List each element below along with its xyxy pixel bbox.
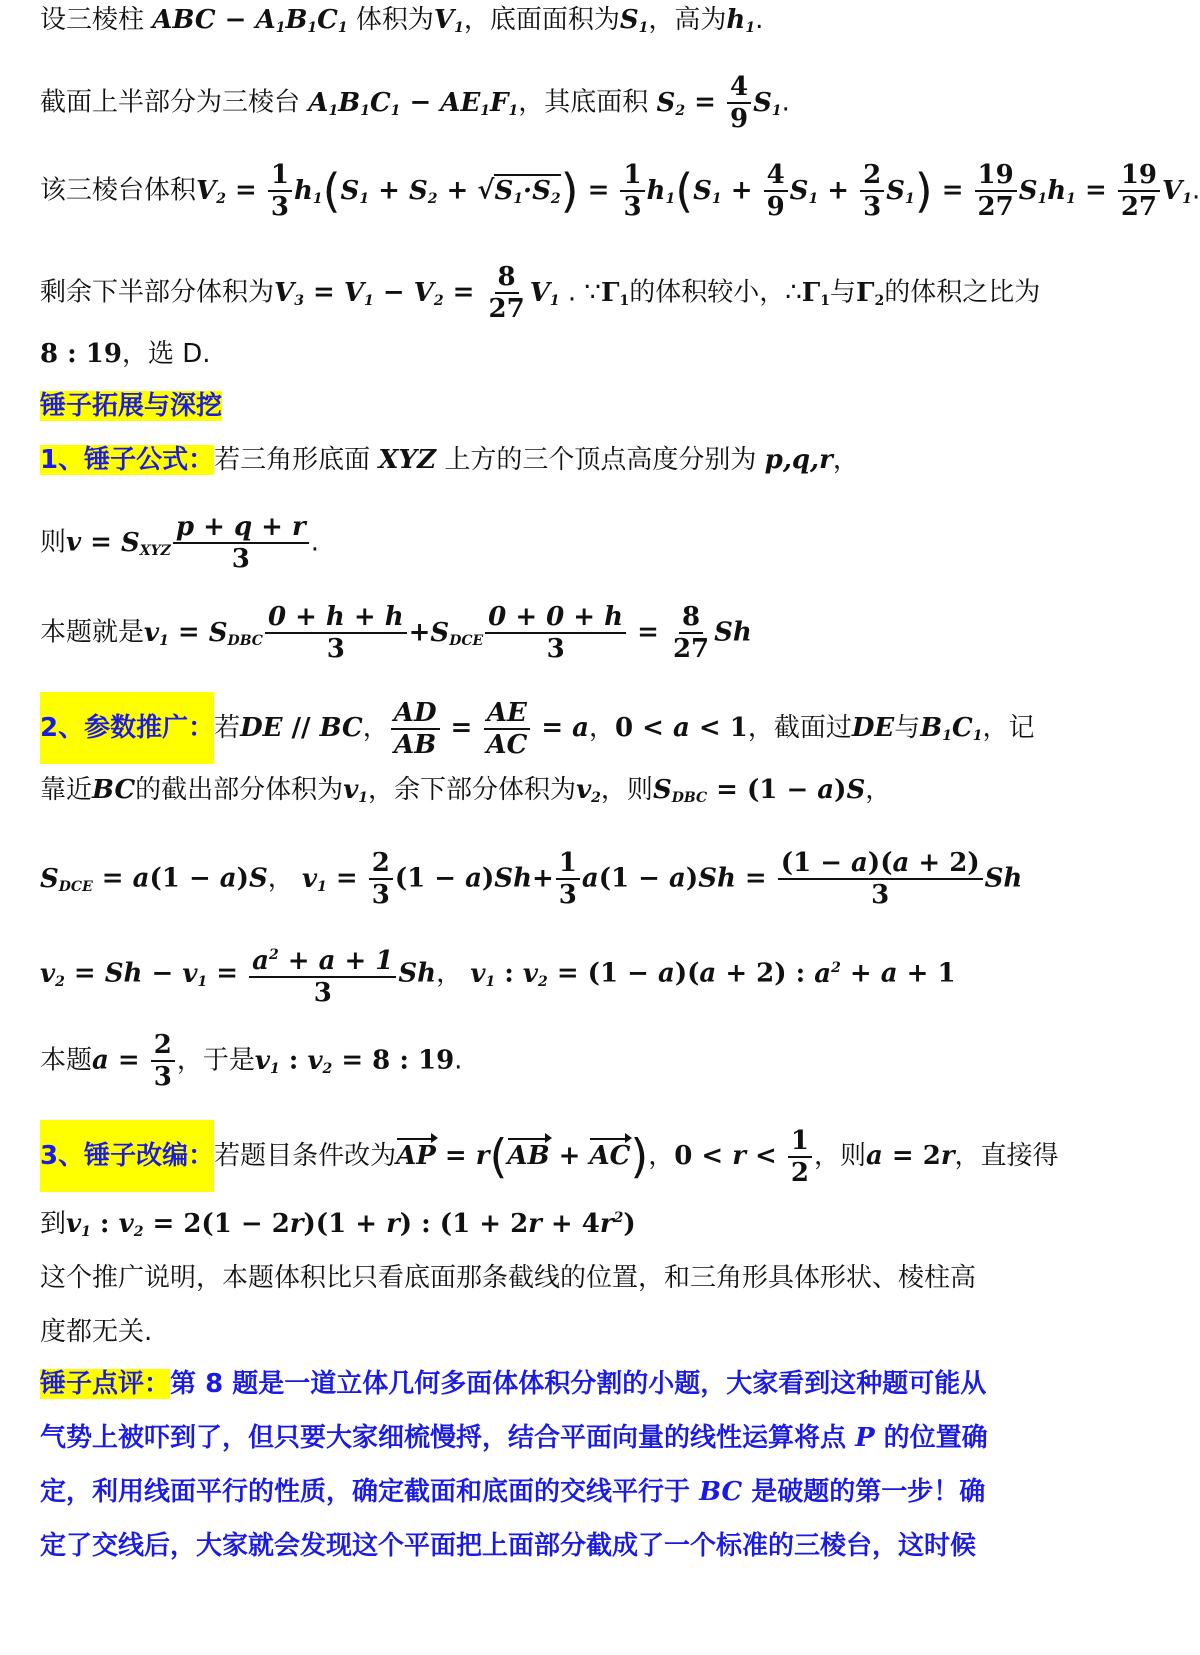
section-1-example: 本题就是$v_1 = S_{DBC}$ $\frac{0 + h + h}{3}$ $+S_{DCE}$ $\frac{0 + 0 + h}{3}$ = $\frac{8}{27}$ Sh (40, 602, 752, 664)
section-1-line: 1、锤子公式：若三角形底面 XYZ 上方的三个顶点高度分别为 p,q,r， (40, 445, 859, 475)
section-2-line-b: 靠近BC的截出部分体积为$v_1$，余下部分体积为$v_2$，则$S_{DBC} = (1 - a)S$， (40, 775, 892, 806)
review-line-1: 锤子点评：第 8 题是一道立体几何多面体体积分割的小题，大家看到这种题可能从 (40, 1369, 987, 1399)
text-line-5: 8 : 19，选 D. (40, 339, 211, 369)
section-1-formula: 则$v = S_{XYZ}$ $\frac{p + q + r}{3}$ . (40, 512, 319, 574)
section-1-label: 1、锤子公式： (40, 445, 215, 475)
section-3-label: 3、锤子改编： (40, 1120, 214, 1192)
section-3-line: 3、锤子改编：若题目条件改为AP = r(AB + AC)，0 < r < $\frac{1}{2}$ ，则a = 2r，直接得 (40, 1120, 1059, 1192)
section-3-line-b: 到$v_1$ : $v_2 = 2(1 - 2r)(1 + r)$ : $(1 + 2r + 4r^2)$ (40, 1209, 636, 1240)
text-line-4: 剩余下半部分体积为$V_3 = V_1 - V_2$ = $\frac{8}{27}$ $V_1$ . $\because\Gamma_1$的体积较小，$\therefore\Gamma_1$与$\Gamma_2$的体积之比为 (40, 262, 1041, 324)
section-2-line-d: $v_2 = Sh - v_1$ = $\frac{a^2 + a + 1}{3}$ Sh， $v_1$ : $v_2 = (1 - a)(a + 2)$ : $a^2 + a + 1$ (40, 940, 956, 1008)
text-line-3: 该三棱台体积$V_2$ = $\frac{1}{3}$ $h_1(S_1 + S_2 + √S_1\cdot S_2)$ = $\frac{1}{3}$ $h_1(S_1$ + $\frac{4}{9}$ $S_1$ + $\frac{2}{3}$ $S_1$) = $\frac{19}{27}$ $S_1h_1$ = $\frac{19}{27}$ $V_1$. (40, 160, 1200, 222)
text-line-1: 设三棱柱 ABC − $A_1B_1C_1$ 体积为$V_1$，底面面积为$S_1$，高为$h_1$. (40, 5, 764, 36)
paragraph-line-2: 度都无关. (40, 1317, 153, 1347)
section-2-line: 2、参数推广：若DE // BC， $\frac{AD}{AB}$ = $\frac{AE}{AC}$ = a，0 < a < 1，截面过DE与$B_1C_1$，记 (40, 692, 1034, 764)
section-title: 锤子拓展与深挖 (40, 391, 223, 421)
paragraph-line-1: 这个推广说明，本题体积比只看底面那条截线的位置，和三角形具体形状、棱柱高 (40, 1263, 977, 1293)
text-line-2: 截面上半部分为三棱台 $A_1B_1C_1 - AE_1F_1$，其底面积 $S_2$ = $\frac{4}{9}$ $S_1$. (40, 72, 790, 134)
review-label: 锤子点评： (40, 1369, 171, 1399)
review-line-2: 气势上被吓到了，但只要大家细梳慢捋，结合平面向量的线性运算将点 P 的位置确 (40, 1423, 988, 1453)
section-2-line-c: $S_{DCE} = a(1 - a)S$， $v_1$ = $\frac{2}{3}$ (1 − a)Sh+ $\frac{1}{3}$ a(1 − a)Sh = $\frac{(1 - a)(a + 2)}{3}$ Sh (40, 848, 1023, 910)
review-line-3: 定，利用线面平行的性质，确定截面和底面的交线平行于 BC 是破题的第一步！确 (40, 1477, 986, 1507)
text: 设三棱柱 (40, 5, 145, 35)
formula: ABC (152, 5, 216, 35)
section-2-label: 2、参数推广： (40, 692, 214, 764)
fraction: $\frac{4}{9}$ (727, 72, 751, 134)
section-2-line-e: 本题a = $\frac{2}{3}$ ，于是$v_1$ : $v_2 = 8$ : 19. (40, 1030, 463, 1092)
review-line-4: 定了交线后，大家就会发现这个平面把上面部分截成了一个标准的三棱台，这时候 (40, 1531, 977, 1561)
